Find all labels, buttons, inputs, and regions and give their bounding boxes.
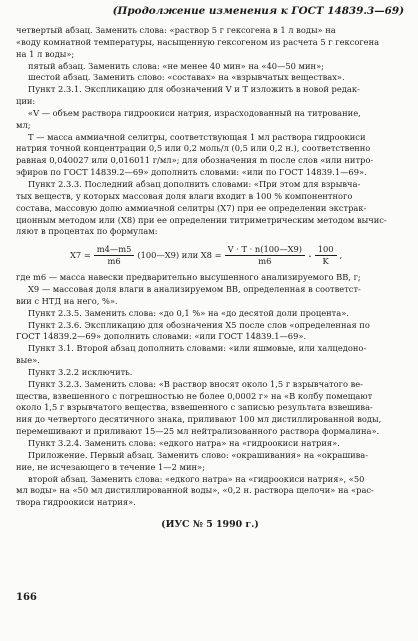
formula-fraction-2-denominator: m6 [258,255,272,266]
paragraph: второй абзац. Заменить слова: «едкого натра» на «гидроокиси натрия», «50 мл воды» на «50 мл дистиллированной воды», «0,2 н. раствора щелочи» на «рас- твора гидроокиси натрия». [16,473,374,508]
paragraph: T — масса аммиачной селитры, соответствующая 1 мл раствора гидроокиси натрия точной концентрации 0,5 или 0,2 моль/л (0,5 или 0,2 н.), соответственно равная 0,040027 или 0,016011 г/мл»; для обозначения m после слов «или нитро- эфиров по ГОСТ 14839.2—69» дополнить словами: «или по ГОСТ 14839.1—69». [16,131,374,178]
formula-lhs: X7 = [70,250,91,261]
paragraph: шестой абзац. Заменить слово: «составах» на «взрывчатых веществах». [28,72,345,83]
formula-fraction-3 [315,244,337,267]
formula-fraction-2 [225,244,306,267]
formula-fraction-1 [94,244,135,267]
formula-fraction-2-numerator: V · T · n(100—X9) [225,244,306,256]
paragraph: пятый абзац. Заменить слова: «не менее 40 мин» на «40—50 мин»; [28,60,324,71]
paragraph: «V — объем раствора гидроокиси натрия, израсходованный на титрование, мл; [16,107,361,130]
page-header: (Продолжение изменения к ГОСТ 14839.3—69) [112,5,404,17]
paragraph: Пункт 3.2.3. Заменить слова: «В раствор вносят около 1,5 г взрывчатого ве- щества, взвешенного с погрешностью не более 0,0002 г» на «В колбу помещают около 1,5 г взрывчатого вещества, взвешенного с записью результата взвешива- ния до четвертого десятичного знака, приливают 100 мл дистиллированной воды, перемешивают и приливают 15—25 мл нейтрализованного раствора формалина». [16,378,382,437]
formula-dot: · [308,249,312,264]
page-number: 166 [16,592,37,603]
formula-fraction-3-numerator: 100 [315,244,337,256]
formula-middle: (100—X9) или X8 = [137,250,222,261]
formula-fraction-1-numerator: m4—m5 [94,244,135,256]
paragraph: Пункт 2.3.5. Заменить слова: «до 0,1 %» на «до десятой доли процента». [28,307,349,318]
formula-end: , [339,250,343,261]
paragraph: Пункт 3.2.2 исключить. [28,366,133,377]
paragraph-group [16,272,404,509]
paragraph: четвертый абзац. Заменить слова: «раствор 5 г гексогена в 1 л воды» на «воду комнатной температуры, насыщенную гексогеном из расчета 5 г гексогена на 1 л воды»; [16,25,380,59]
paragraph: Пункт 2.3.6. Экспликацию для обозначения X5 после слов «определенная по ГОСТ 14839.2—69» дополнить словами: «или ГОСТ 14839.1—69». [16,319,370,342]
paragraph-group [16,25,404,238]
paragraph: Приложение. Первый абзац. Заменить слово: «окрашивания» на «окрашива- ние, не исчезающего в течение 1—2 мин»; [16,449,369,472]
formula-fraction-1-denominator: m6 [107,255,121,266]
paragraph: Пункт 3.2.4. Заменить слова: «едкого натра» на «гидроокиси натрия». [28,438,340,448]
document-body [16,25,404,530]
paragraph: Пункт 2.3.3. Последний абзац дополнить словами: «При этом для взрывча- тых веществ, у которых массовая доля влаги входит в 100 % компонентного состава, массовую долю аммиачной селитры (X7) при ее определении экстрак- ционным методом или (X8) при ее определении титриметрическим методом вычис- ляют в процентах по формулам: [16,178,387,237]
formula-fraction-3-denominator: K [322,255,329,266]
paragraph: Пункт 2.3.1. Экспликацию для обозначений V и T изложить в новой редак- ции: [16,84,360,107]
paragraph: Пункт 3.1. Второй абзац дополнить словами: «или яшмовые, или халцедоно- вые». [16,343,367,366]
formula [16,238,404,272]
izv-reference: (ИУС № 5 1990 г.) [161,519,259,531]
paragraph: где m6 — масса навески предварительно высушенного анализируемого ВВ, г; [16,272,361,283]
paragraph: X9 — массовая доля влаги в анализируемом ВВ, определенная в соответст- вии с НТД на него, %». [16,284,361,306]
